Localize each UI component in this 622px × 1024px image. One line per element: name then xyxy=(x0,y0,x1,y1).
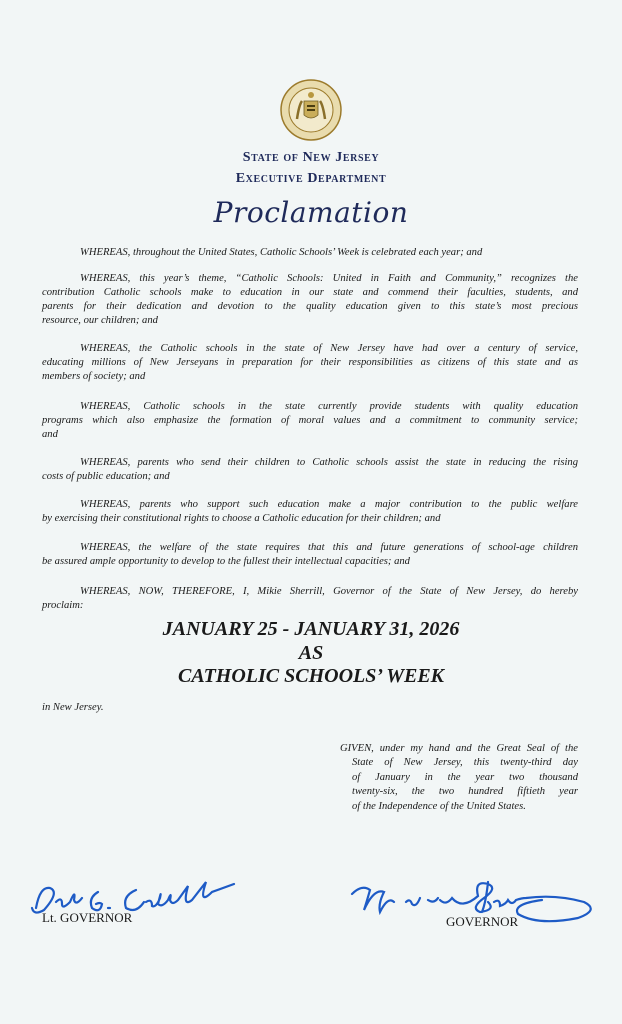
clause-line: WHEREAS, Catholic schools in the state currently provide students with quality education xyxy=(80,401,578,412)
given-line: of the Independence of the United States. xyxy=(352,801,526,812)
clause-line: programs which also emphasize the formation of moral values and a commitment to community service; xyxy=(42,415,578,426)
clause-line: be assured ample opportunity to develop to the fullest their intellectual capacities; and xyxy=(42,556,410,567)
great-seal-icon xyxy=(280,79,342,141)
given-line: of January in the year two thousand xyxy=(352,772,578,783)
clause-line: WHEREAS, parents who send their children to Catholic schools assist the state in reducing the rising xyxy=(80,457,578,468)
location-text: in New Jersey. xyxy=(42,702,104,713)
proclamation-dates: JANUARY 25 - JANUARY 31, 2026 xyxy=(162,618,460,640)
clause-line: by exercising their constitutional rights to choose a Catholic education for their children; and xyxy=(42,513,441,524)
clause-line: WHEREAS, this year’s theme, “Catholic Schools: United in Faith and Community,” recognizes the xyxy=(80,273,578,284)
clause-line: and xyxy=(42,429,58,440)
clause-line: proclaim: xyxy=(42,600,84,611)
clause-line: educating millions of New Jerseyans in preparation for their responsibilities as citizens of this state and as xyxy=(42,357,578,368)
given-line: State of New Jersey, this twenty-third day xyxy=(352,757,578,768)
given-line: GIVEN, under my hand and the Great Seal of the xyxy=(340,743,578,754)
clause-line: WHEREAS, the welfare of the state requires that this and future generations of school-age children xyxy=(80,542,578,553)
lt-governor-title: Lt. GOVERNOR xyxy=(42,910,133,925)
clause-line: WHEREAS, parents who support such education make a major contribution to the public welfare xyxy=(80,499,578,510)
clause-line: costs of public education; and xyxy=(42,471,170,482)
proclamation-as: AS xyxy=(298,642,324,664)
clause-line: WHEREAS, the Catholic schools in the state of New Jersey have had over a century of service, xyxy=(80,343,578,354)
given-line: twenty-six, the two hundred fiftieth year xyxy=(352,786,578,797)
clause-line: parents for their dedication and devotion to the quality education given to this state’s most precious xyxy=(42,301,578,312)
clause-line: members of society; and xyxy=(42,371,146,382)
clause-line: WHEREAS, throughout the United States, Catholic Schools’ Week is celebrated each year; and xyxy=(80,247,483,258)
proclamation-title: Proclamation xyxy=(213,196,409,229)
department-heading: Executive Department xyxy=(235,171,387,186)
clause-line: WHEREAS, NOW, THEREFORE, I, Mikie Sherrill, Governor of the State of New Jersey, do hereby xyxy=(80,586,578,597)
governor-title: GOVERNOR xyxy=(446,914,519,929)
clause-line: contribution Catholic schools make to education in our state and commend their faculties, students, and xyxy=(42,287,578,298)
state-heading: State of New Jersey xyxy=(242,150,380,165)
clause-line: resource, our children; and xyxy=(42,315,158,326)
proclamation-event: CATHOLIC SCHOOLS’ WEEK xyxy=(178,665,444,687)
